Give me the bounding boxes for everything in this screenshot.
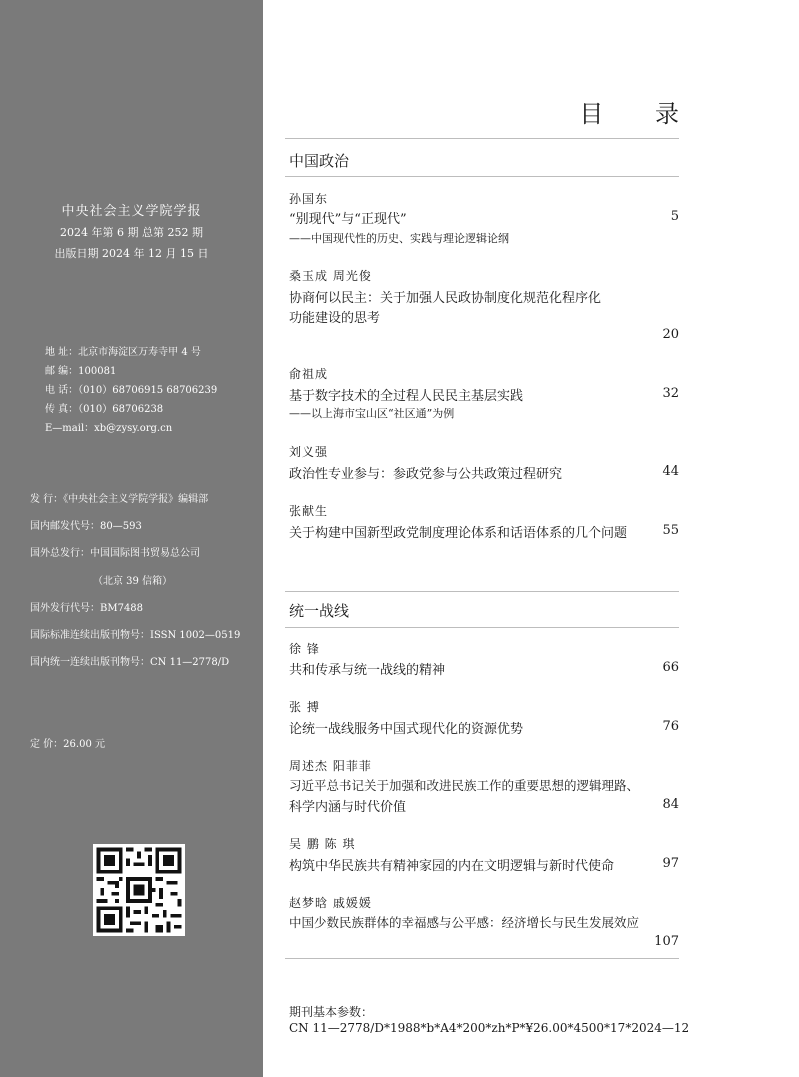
foreign-distributor: 国外总发行：中国国际图书贸易总公司 xyxy=(30,548,200,559)
email: E—mail：xb@zysy.org.cn xyxy=(45,423,173,434)
divider xyxy=(285,138,679,139)
article-author: 赵梦晗 戚媛媛 xyxy=(289,896,372,910)
table-of-contents xyxy=(285,0,701,1077)
section-title: 中国政治 xyxy=(289,152,350,170)
article-title-continued: 科学内涵与时代价值 xyxy=(289,800,407,815)
journal-parameters-label: 期刊基本参数： xyxy=(289,1005,374,1019)
article-subtitle: ——以上海市宝山区“社区通”为例 xyxy=(289,407,455,420)
article-author: 俞祖成 xyxy=(289,367,329,381)
toc-title: 目 录 xyxy=(579,100,701,128)
publisher: 发 行：《中央社会主义学院学报》编辑部 xyxy=(30,494,209,505)
article-author: 张 搏 xyxy=(289,700,320,714)
article-page: 32 xyxy=(662,386,679,401)
article-page: 20 xyxy=(662,327,679,342)
address: 地 址：北京市海淀区万寿寺甲 4 号 xyxy=(45,347,201,358)
journal-parameters-value: CN 11—2778/D*1988*b*A4*200*zh*P*¥26.00*4500*17*2024—12 xyxy=(289,1021,690,1035)
fax: 传 真：（010）68706238 xyxy=(45,404,164,415)
article-page: 44 xyxy=(662,464,679,479)
article-page: 97 xyxy=(662,856,679,871)
article-page: 66 xyxy=(662,660,679,675)
publication-date: 出版日期 2024 年 12 月 15 日 xyxy=(54,247,209,260)
article-page: 107 xyxy=(654,934,679,949)
divider xyxy=(285,591,679,592)
article-author: 吴 鹏 陈 琪 xyxy=(289,837,356,851)
article-page: 55 xyxy=(662,523,679,538)
qr-code-icon xyxy=(93,844,185,936)
cover-sidebar xyxy=(0,0,263,1077)
article-title[interactable]: 关于构建中国新型政党制度理论体系和话语体系的几个问题 xyxy=(289,526,628,541)
article-author: 张献生 xyxy=(289,504,329,518)
article-author: 周述杰 阳菲菲 xyxy=(289,759,372,773)
issn: 国际标准连续出版刊物号：ISSN 1002—0519 xyxy=(30,630,241,641)
article-author: 刘义强 xyxy=(289,445,329,459)
divider xyxy=(285,958,679,959)
journal-name: 中央社会主义学院学报 xyxy=(61,204,202,219)
foreign-distributor-box: （北京 39 信箱） xyxy=(93,576,173,587)
article-author: 桑玉成 周光俊 xyxy=(289,269,372,283)
domestic-postal-code: 国内邮发代号：80—593 xyxy=(30,521,142,532)
article-title[interactable]: 中国少数民族群体的幸福感与公平感：经济增长与民生发展效应 xyxy=(289,915,640,930)
divider xyxy=(285,627,679,628)
article-title[interactable]: 政治性专业参与：参政党参与公共政策过程研究 xyxy=(289,467,563,482)
price: 定 价：26.00 元 xyxy=(30,739,105,750)
issue-info: 2024 年第 6 期 总第 252 期 xyxy=(60,226,203,239)
article-page: 84 xyxy=(662,797,679,812)
section-title: 统一战线 xyxy=(289,602,350,620)
article-title[interactable]: 论统一战线服务中国式现代化的资源优势 xyxy=(289,722,524,737)
article-author: 徐 锋 xyxy=(289,642,320,656)
article-author: 孙国东 xyxy=(289,192,329,206)
cn-number: 国内统一连续出版刊物号：CN 11—2778/D xyxy=(30,657,230,668)
article-title[interactable]: 共和传承与统一战线的精神 xyxy=(289,663,446,678)
article-page: 76 xyxy=(662,719,679,734)
article-page: 5 xyxy=(670,209,679,224)
postcode: 邮 编：100081 xyxy=(45,366,117,377)
article-title[interactable]: 协商何以民主：关于加强人民政协制度化规范化程序化 xyxy=(289,291,602,306)
article-title[interactable]: 构筑中华民族共有精神家园的内在文明逻辑与新时代使命 xyxy=(289,859,615,874)
article-title[interactable]: 基于数字技术的全过程人民民主基层实践 xyxy=(289,389,524,404)
article-subtitle: ——中国现代性的历史、实践与理论逻辑论纲 xyxy=(289,232,509,245)
phone: 电 话：（010）68706915 68706239 xyxy=(45,385,218,396)
foreign-distribution-code: 国外发行代号：BM7488 xyxy=(30,603,144,614)
article-title[interactable]: 习近平总书记关于加强和改进民族工作的重要思想的逻辑理路、 xyxy=(289,778,640,793)
article-title[interactable]: “别现代”与“正现代” xyxy=(289,212,407,227)
article-title-continued: 功能建设的思考 xyxy=(289,311,381,326)
divider xyxy=(285,176,679,177)
